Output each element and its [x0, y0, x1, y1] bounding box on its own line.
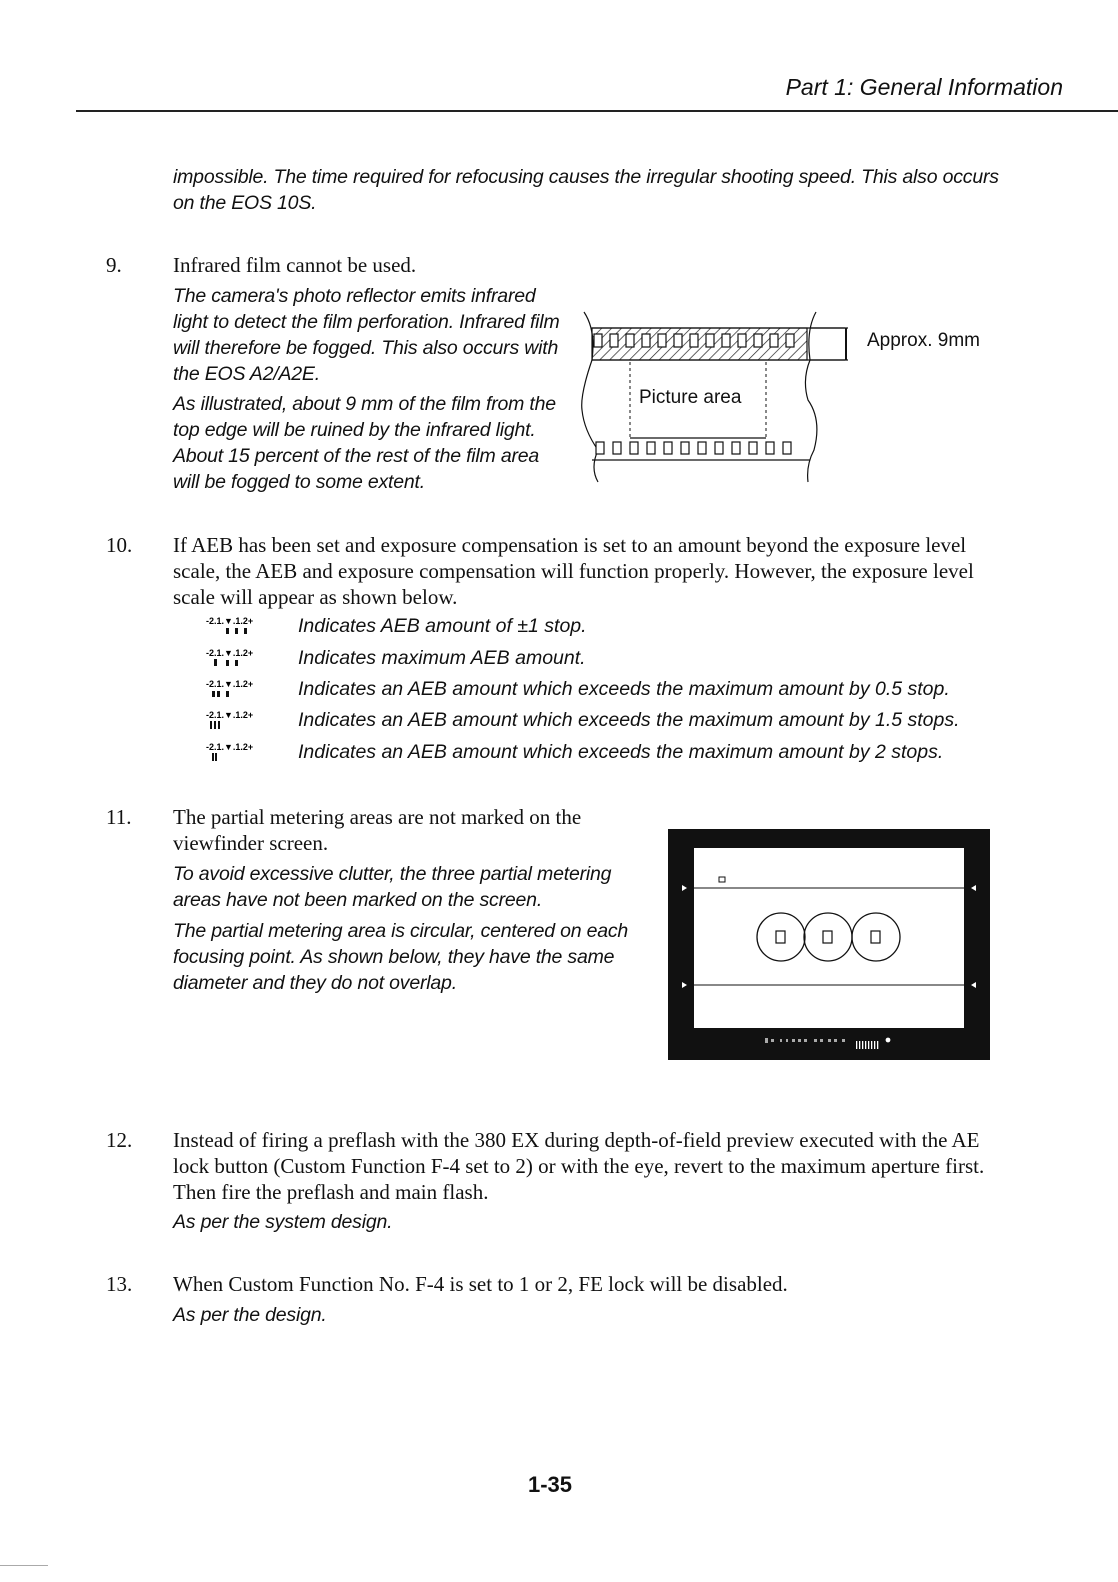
exposure-scale-icon — [204, 677, 268, 707]
film-fogging-diagram — [570, 300, 990, 485]
exposure-scale-label: -2.1.▼.1.2+ — [206, 710, 254, 720]
item-12-heading: Instead of firing a preflash with the 380 EX during depth-of-field preview executed with the AE lock button (Custom Function F-4 set to 2) or with the eye, revert to the maximum aperture first. Then fire the preflash and main flash. — [173, 1128, 985, 1204]
aeb-row — [200, 646, 990, 676]
exposure-scale-label: -2.1.▼.1.2+ — [206, 679, 254, 689]
exposure-scale-icon — [204, 646, 268, 676]
approx-9mm-label: Approx. 9mm — [867, 330, 980, 351]
aeb-row-text: Indicates an AEB amount which exceeds the maximum amount by 2 stops. — [298, 741, 944, 763]
scan-edge-mark — [0, 1565, 48, 1566]
item-12-note: As per the system design. — [173, 1211, 393, 1233]
aeb-row-text: Indicates an AEB amount which exceeds the maximum amount by 1.5 stops. — [298, 709, 960, 731]
exposure-scale-label: -2.1.▼.1.2+ — [206, 648, 254, 658]
exposure-scale-label: -2.1.▼.1.2+ — [206, 616, 254, 626]
page-header-title: Part 1: General Information — [785, 74, 1063, 100]
item-9-paragraph-2: As illustrated, about 9 mm of the film from the top edge will be ruined by the infrared light. About 15 percent of the rest of the film area will be fogged to some extent. — [173, 393, 556, 493]
item-10-number: 10. — [106, 533, 133, 557]
aeb-row-text: Indicates maximum AEB amount. — [298, 647, 586, 669]
item-13-heading: When Custom Function No. F-4 is set to 1 or 2, FE lock will be disabled. — [173, 1272, 788, 1296]
aeb-row-text: Indicates AEB amount of ±1 stop. — [298, 615, 587, 637]
item-11-paragraph-2: The partial metering area is circular, centered on each focusing point. As shown below, they have the same diameter and they do not overlap. — [173, 920, 629, 994]
item-10-heading: If AEB has been set and exposure compensation is set to an amount beyond the exposure level scale, the AEB and exposure compensation will function properly. However, the exposure level scale will appear as shown below. — [173, 533, 974, 609]
item-13-number: 13. — [106, 1272, 133, 1296]
viewfinder-screen — [694, 848, 964, 1028]
exposure-scale-icon — [204, 708, 268, 738]
item-9-paragraph-1: The camera's photo reflector emits infrared light to detect the film perforation. Infrared film will therefore be fogged. This also occurs with the EOS A2/A2E. — [173, 285, 560, 385]
aeb-row — [200, 614, 990, 644]
viewfinder-diagram — [668, 829, 990, 1060]
intro-paragraph: impossible. The time required for refocusing causes the irregular shooting speed. This also occurs on the EOS 10S. — [173, 166, 999, 214]
bottom-perforations — [596, 442, 791, 454]
aeb-row — [200, 708, 990, 738]
item-11-number: 11. — [106, 805, 132, 829]
item-11-paragraph-1: To avoid excessive clutter, the three partial metering areas have not been marked on the screen. — [173, 863, 612, 911]
item-11-heading: The partial metering areas are not marked on the viewfinder screen. — [173, 805, 582, 855]
aeb-row-text: Indicates an AEB amount which exceeds the maximum amount by 0.5 stop. — [298, 678, 950, 700]
picture-area-label: Picture area — [639, 387, 742, 408]
item-9-heading: Infrared film cannot be used. — [173, 253, 417, 277]
header-rule — [76, 110, 1118, 112]
aeb-row — [200, 740, 990, 770]
exposure-scale-icon — [204, 614, 268, 644]
exposure-scale-icon — [204, 740, 268, 770]
item-9-number: 9. — [106, 253, 122, 277]
item-12-number: 12. — [106, 1128, 133, 1152]
aeb-row — [200, 677, 990, 707]
page-number: 1-35 — [527, 1472, 573, 1497]
exposure-scale-label: -2.1.▼.1.2+ — [206, 742, 254, 752]
item-13-note: As per the design. — [173, 1304, 327, 1326]
